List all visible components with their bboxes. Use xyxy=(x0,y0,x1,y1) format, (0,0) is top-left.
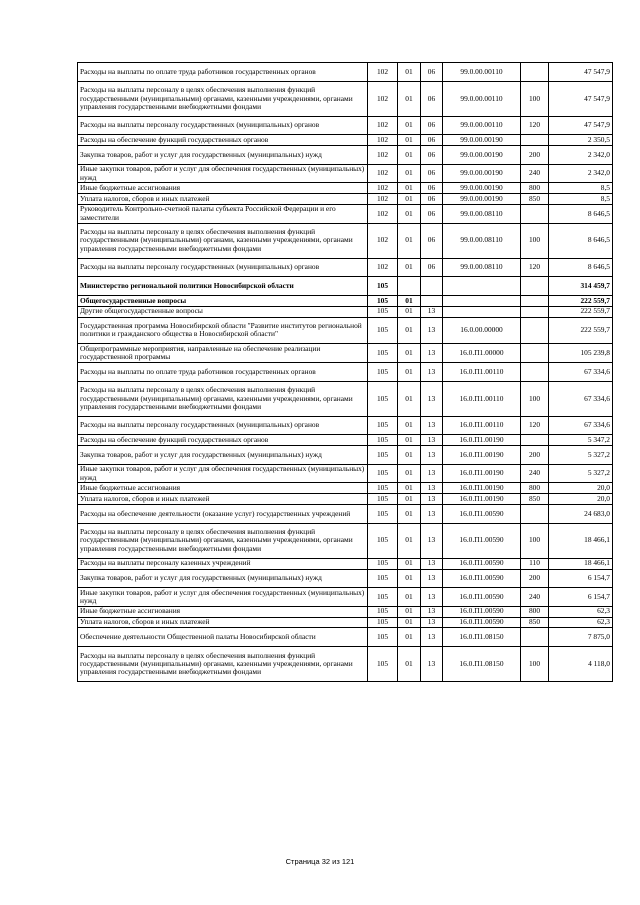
cell-amount: 5 347,2 xyxy=(549,435,613,446)
cell-department-code: 105 xyxy=(368,628,398,647)
cell-subsection: 13 xyxy=(421,464,443,483)
cell-subsection: 13 xyxy=(421,317,443,344)
cell-expense-name: Расходы на выплаты персоналу государственных (муниципальных) органов xyxy=(78,416,368,435)
cell-target-article xyxy=(443,277,521,296)
cell-expense-type: 110 xyxy=(521,558,549,569)
table-row xyxy=(78,504,613,523)
cell-subsection: 13 xyxy=(421,363,443,382)
cell-subsection: 13 xyxy=(421,435,443,446)
table-row xyxy=(78,494,613,505)
cell-expense-type xyxy=(521,277,549,296)
cell-amount: 4 118,0 xyxy=(549,646,613,681)
cell-section: 01 xyxy=(398,194,421,205)
cell-expense-name: Закупка товаров, работ и услуг для государственных (муниципальных) нужд xyxy=(78,446,368,465)
cell-target-article: 16.0.П1.00110 xyxy=(443,363,521,382)
cell-expense-name: Расходы на выплаты персоналу казенных учреждений xyxy=(78,558,368,569)
cell-expense-name: Государственная программа Новосибирской области "Развитие институтов региональной политики и гражданского общества в Новосибирской области" xyxy=(78,317,368,344)
cell-section: 01 xyxy=(398,295,421,306)
table-row xyxy=(78,446,613,465)
cell-section: 01 xyxy=(398,569,421,588)
cell-expense-name: Расходы на выплаты персоналу государственных (муниципальных) органов xyxy=(78,258,368,277)
cell-expense-type: 240 xyxy=(521,164,549,183)
cell-amount: 20,0 xyxy=(549,494,613,505)
cell-target-article: 16.0.П1.00190 xyxy=(443,446,521,465)
cell-amount: 222 559,7 xyxy=(549,317,613,344)
cell-amount: 47 547,9 xyxy=(549,116,613,135)
cell-section: 01 xyxy=(398,558,421,569)
cell-subsection: 13 xyxy=(421,646,443,681)
cell-expense-type: 800 xyxy=(521,483,549,494)
cell-target-article: 16.0.П1.00190 xyxy=(443,494,521,505)
cell-department-code: 105 xyxy=(368,317,398,344)
cell-subsection: 13 xyxy=(421,523,443,558)
cell-expense-name: Расходы на обеспечение функций государственных органов xyxy=(78,435,368,446)
table-row xyxy=(78,146,613,165)
cell-amount: 20,0 xyxy=(549,483,613,494)
cell-expense-name: Расходы на выплаты по оплате труда работников государственных органов xyxy=(78,363,368,382)
cell-amount: 2 350,5 xyxy=(549,135,613,146)
table-row xyxy=(78,277,613,296)
cell-expense-name: Расходы на выплаты персоналу в целях обеспечения выполнения функций государственными (муниципальными) органами, казенными учреждениями, органами управления государственными внебюджетными фондами xyxy=(78,646,368,681)
cell-expense-type xyxy=(521,317,549,344)
cell-target-article: 99.0.00.08110 xyxy=(443,204,521,223)
cell-target-article: 99.0.00.00190 xyxy=(443,146,521,165)
cell-target-article: 16.0.П1.08150 xyxy=(443,628,521,647)
cell-subsection: 13 xyxy=(421,504,443,523)
table-row xyxy=(78,523,613,558)
cell-expense-type: 850 xyxy=(521,194,549,205)
table-row xyxy=(78,646,613,681)
cell-expense-name: Уплата налогов, сборов и иных платежей xyxy=(78,617,368,628)
cell-expense-type: 100 xyxy=(521,646,549,681)
cell-section: 01 xyxy=(398,494,421,505)
table-row xyxy=(78,317,613,344)
cell-department-code: 102 xyxy=(368,194,398,205)
table-row xyxy=(78,381,613,416)
cell-target-article: 16.0.П1.00110 xyxy=(443,381,521,416)
cell-section: 01 xyxy=(398,464,421,483)
table-row xyxy=(78,63,613,82)
cell-subsection: 13 xyxy=(421,569,443,588)
cell-department-code: 105 xyxy=(368,646,398,681)
cell-amount: 2 342,0 xyxy=(549,164,613,183)
cell-expense-name: Другие общегосударственные вопросы xyxy=(78,306,368,317)
cell-department-code: 105 xyxy=(368,416,398,435)
cell-expense-type xyxy=(521,306,549,317)
cell-amount: 62,3 xyxy=(549,606,613,617)
table-row xyxy=(78,344,613,363)
cell-target-article: 16.0.00.00000 xyxy=(443,317,521,344)
cell-expense-name: Иные бюджетные ассигнования xyxy=(78,183,368,194)
cell-expense-name: Министерство региональной политики Новосибирской области xyxy=(78,277,368,296)
table-row xyxy=(78,569,613,588)
cell-target-article: 16.0.П1.00590 xyxy=(443,558,521,569)
table-row xyxy=(78,258,613,277)
cell-subsection: 13 xyxy=(421,381,443,416)
page-footer: Страница 32 из 121 xyxy=(285,857,355,866)
cell-amount: 24 683,0 xyxy=(549,504,613,523)
table-row xyxy=(78,81,613,116)
cell-expense-type xyxy=(521,135,549,146)
cell-expense-type xyxy=(521,344,549,363)
cell-expense-type: 800 xyxy=(521,606,549,617)
cell-amount: 5 327,2 xyxy=(549,464,613,483)
cell-section: 01 xyxy=(398,317,421,344)
cell-expense-name: Расходы на выплаты персоналу в целях обеспечения выполнения функций государственными (муниципальными) органами, казенными учреждениями, органами управления государственными внебюджетными фондами xyxy=(78,223,368,258)
cell-amount: 18 466,1 xyxy=(549,558,613,569)
cell-expense-name: Иные закупки товаров, работ и услуг для обеспечения государственных (муниципальных) нужд xyxy=(78,588,368,607)
cell-expense-name: Общегосударственные вопросы xyxy=(78,295,368,306)
table-row xyxy=(78,116,613,135)
cell-expense-type: 100 xyxy=(521,223,549,258)
cell-target-article: 16.0.П1.00000 xyxy=(443,344,521,363)
table-row xyxy=(78,363,613,382)
cell-target-article xyxy=(443,295,521,306)
cell-amount: 8 646,5 xyxy=(549,258,613,277)
cell-target-article: 99.0.00.08110 xyxy=(443,223,521,258)
cell-section: 01 xyxy=(398,183,421,194)
cell-section: 01 xyxy=(398,223,421,258)
cell-section: 01 xyxy=(398,606,421,617)
table-row xyxy=(78,435,613,446)
cell-subsection: 13 xyxy=(421,558,443,569)
cell-target-article: 16.0.П1.08150 xyxy=(443,646,521,681)
cell-section: 01 xyxy=(398,164,421,183)
cell-department-code: 105 xyxy=(368,606,398,617)
cell-expense-type: 200 xyxy=(521,446,549,465)
cell-section: 01 xyxy=(398,204,421,223)
cell-department-code: 105 xyxy=(368,306,398,317)
cell-expense-type xyxy=(521,504,549,523)
cell-department-code: 102 xyxy=(368,164,398,183)
cell-department-code: 105 xyxy=(368,523,398,558)
cell-expense-name: Расходы на обеспечение деятельности (оказание услуг) государственных учреждений xyxy=(78,504,368,523)
cell-section: 01 xyxy=(398,588,421,607)
cell-expense-type xyxy=(521,628,549,647)
cell-subsection: 06 xyxy=(421,258,443,277)
cell-section: 01 xyxy=(398,483,421,494)
cell-section: 01 xyxy=(398,416,421,435)
cell-expense-type: 850 xyxy=(521,494,549,505)
table-row xyxy=(78,295,613,306)
cell-target-article: 16.0.П1.00590 xyxy=(443,617,521,628)
cell-expense-type: 100 xyxy=(521,523,549,558)
cell-department-code: 102 xyxy=(368,258,398,277)
cell-section: 01 xyxy=(398,306,421,317)
cell-department-code: 105 xyxy=(368,464,398,483)
table-row xyxy=(78,416,613,435)
table-row xyxy=(78,588,613,607)
cell-department-code: 105 xyxy=(368,569,398,588)
cell-target-article: 99.0.00.00110 xyxy=(443,63,521,82)
cell-section: 01 xyxy=(398,344,421,363)
cell-department-code: 105 xyxy=(368,277,398,296)
cell-subsection: 13 xyxy=(421,483,443,494)
cell-amount: 222 559,7 xyxy=(549,306,613,317)
cell-expense-type: 120 xyxy=(521,258,549,277)
cell-subsection: 13 xyxy=(421,617,443,628)
cell-expense-name: Руководитель Контрольно-счетной палаты субъекта Российской Федерации и его заместители xyxy=(78,204,368,223)
cell-amount: 222 559,7 xyxy=(549,295,613,306)
cell-expense-name: Расходы на выплаты персоналу государственных (муниципальных) органов xyxy=(78,116,368,135)
cell-section: 01 xyxy=(398,646,421,681)
cell-expense-type: 850 xyxy=(521,617,549,628)
cell-expense-name: Расходы на выплаты персоналу в целях обеспечения выполнения функций государственными (муниципальными) органами, казенными учреждениями, органами управления государственными внебюджетными фондами xyxy=(78,81,368,116)
cell-expense-type: 240 xyxy=(521,464,549,483)
table-row xyxy=(78,628,613,647)
cell-department-code: 102 xyxy=(368,135,398,146)
cell-expense-type xyxy=(521,63,549,82)
cell-expense-type: 240 xyxy=(521,588,549,607)
cell-amount: 62,3 xyxy=(549,617,613,628)
cell-section: 01 xyxy=(398,135,421,146)
cell-subsection: 13 xyxy=(421,494,443,505)
cell-expense-type: 200 xyxy=(521,146,549,165)
cell-subsection: 06 xyxy=(421,194,443,205)
cell-expense-type: 120 xyxy=(521,416,549,435)
cell-department-code: 105 xyxy=(368,363,398,382)
cell-expense-name: Иные бюджетные ассигнования xyxy=(78,483,368,494)
cell-amount: 18 466,1 xyxy=(549,523,613,558)
cell-target-article: 99.0.00.08110 xyxy=(443,258,521,277)
cell-target-article: 99.0.00.00190 xyxy=(443,183,521,194)
cell-target-article: 99.0.00.00110 xyxy=(443,81,521,116)
cell-section: 01 xyxy=(398,628,421,647)
cell-target-article: 16.0.П1.00590 xyxy=(443,523,521,558)
cell-expense-name: Иные закупки товаров, работ и услуг для обеспечения государственных (муниципальных) нужд xyxy=(78,164,368,183)
cell-subsection: 06 xyxy=(421,116,443,135)
cell-expense-name: Расходы на выплаты персоналу в целях обеспечения выполнения функций государственными (муниципальными) органами, казенными учреждениями, органами управления государственными внебюджетными фондами xyxy=(78,381,368,416)
cell-subsection: 13 xyxy=(421,628,443,647)
cell-amount: 314 459,7 xyxy=(549,277,613,296)
cell-department-code: 105 xyxy=(368,381,398,416)
cell-amount: 8,5 xyxy=(549,194,613,205)
cell-amount: 47 547,9 xyxy=(549,81,613,116)
cell-section: 01 xyxy=(398,363,421,382)
cell-subsection: 06 xyxy=(421,146,443,165)
cell-subsection: 13 xyxy=(421,588,443,607)
cell-amount: 67 334,6 xyxy=(549,363,613,382)
cell-subsection: 06 xyxy=(421,164,443,183)
table-row xyxy=(78,204,613,223)
cell-subsection: 06 xyxy=(421,81,443,116)
budget-table-body xyxy=(78,63,613,682)
cell-expense-name: Расходы на обеспечение функций государственных органов xyxy=(78,135,368,146)
cell-subsection xyxy=(421,277,443,296)
cell-section xyxy=(398,277,421,296)
cell-amount: 47 547,9 xyxy=(549,63,613,82)
cell-department-code: 105 xyxy=(368,558,398,569)
cell-amount: 8 646,5 xyxy=(549,204,613,223)
cell-expense-type: 100 xyxy=(521,81,549,116)
cell-target-article: 16.0.П1.00590 xyxy=(443,606,521,617)
cell-department-code: 102 xyxy=(368,146,398,165)
table-row xyxy=(78,617,613,628)
table-row xyxy=(78,194,613,205)
cell-department-code: 102 xyxy=(368,81,398,116)
cell-section: 01 xyxy=(398,617,421,628)
cell-department-code: 105 xyxy=(368,617,398,628)
cell-expense-type: 800 xyxy=(521,183,549,194)
cell-subsection: 13 xyxy=(421,306,443,317)
cell-expense-type xyxy=(521,435,549,446)
cell-target-article xyxy=(443,306,521,317)
cell-amount: 7 875,0 xyxy=(549,628,613,647)
cell-amount: 6 154,7 xyxy=(549,588,613,607)
cell-section: 01 xyxy=(398,81,421,116)
cell-target-article: 99.0.00.00190 xyxy=(443,135,521,146)
cell-expense-name: Расходы на выплаты персоналу в целях обеспечения выполнения функций государственными (муниципальными) органами, казенными учреждениями, органами управления государственными внебюджетными фондами xyxy=(78,523,368,558)
cell-section: 01 xyxy=(398,116,421,135)
cell-department-code: 105 xyxy=(368,295,398,306)
cell-department-code: 105 xyxy=(368,494,398,505)
cell-expense-type: 200 xyxy=(521,569,549,588)
cell-expense-name: Обеспечение деятельности Общественной палаты Новосибирской области xyxy=(78,628,368,647)
table-row xyxy=(78,606,613,617)
cell-target-article: 99.0.00.00190 xyxy=(443,194,521,205)
cell-section: 01 xyxy=(398,381,421,416)
cell-subsection: 13 xyxy=(421,446,443,465)
table-row xyxy=(78,464,613,483)
cell-section: 01 xyxy=(398,446,421,465)
cell-target-article: 16.0.П1.00590 xyxy=(443,588,521,607)
cell-expense-name: Закупка товаров, работ и услуг для государственных (муниципальных) нужд xyxy=(78,146,368,165)
table-row xyxy=(78,483,613,494)
cell-subsection: 06 xyxy=(421,63,443,82)
cell-subsection: 06 xyxy=(421,135,443,146)
cell-expense-name: Общепрограммные мероприятия, направленные на обеспечение реализации государственной программы xyxy=(78,344,368,363)
table-row xyxy=(78,164,613,183)
cell-department-code: 105 xyxy=(368,504,398,523)
table-row xyxy=(78,558,613,569)
table-row xyxy=(78,135,613,146)
cell-amount: 8,5 xyxy=(549,183,613,194)
table-row xyxy=(78,223,613,258)
cell-department-code: 102 xyxy=(368,223,398,258)
cell-target-article: 16.0.П1.00110 xyxy=(443,416,521,435)
cell-amount: 5 327,2 xyxy=(549,446,613,465)
cell-expense-name: Иные бюджетные ассигнования xyxy=(78,606,368,617)
cell-section: 01 xyxy=(398,146,421,165)
cell-amount: 2 342,0 xyxy=(549,146,613,165)
table-row xyxy=(78,183,613,194)
cell-department-code: 102 xyxy=(368,183,398,194)
cell-expense-name: Иные закупки товаров, работ и услуг для обеспечения государственных (муниципальных) нужд xyxy=(78,464,368,483)
cell-target-article: 16.0.П1.00590 xyxy=(443,569,521,588)
cell-amount: 8 646,5 xyxy=(549,223,613,258)
cell-amount: 6 154,7 xyxy=(549,569,613,588)
cell-department-code: 105 xyxy=(368,446,398,465)
cell-target-article: 99.0.00.00110 xyxy=(443,116,521,135)
cell-target-article: 99.0.00.00190 xyxy=(443,164,521,183)
cell-subsection: 06 xyxy=(421,223,443,258)
cell-subsection: 13 xyxy=(421,606,443,617)
cell-amount: 67 334,6 xyxy=(549,381,613,416)
cell-department-code: 105 xyxy=(368,344,398,363)
cell-expense-type: 100 xyxy=(521,381,549,416)
cell-target-article: 16.0.П1.00190 xyxy=(443,435,521,446)
budget-table xyxy=(77,62,613,682)
cell-department-code: 102 xyxy=(368,63,398,82)
cell-section: 01 xyxy=(398,63,421,82)
cell-department-code: 105 xyxy=(368,435,398,446)
cell-department-code: 102 xyxy=(368,116,398,135)
cell-expense-type: 120 xyxy=(521,116,549,135)
cell-target-article: 16.0.П1.00190 xyxy=(443,464,521,483)
cell-subsection: 13 xyxy=(421,416,443,435)
cell-department-code: 102 xyxy=(368,204,398,223)
cell-amount: 105 239,8 xyxy=(549,344,613,363)
cell-expense-type xyxy=(521,363,549,382)
cell-subsection: 06 xyxy=(421,183,443,194)
cell-section: 01 xyxy=(398,523,421,558)
cell-expense-name: Уплата налогов, сборов и иных платежей xyxy=(78,494,368,505)
table-row xyxy=(78,306,613,317)
cell-subsection: 13 xyxy=(421,344,443,363)
cell-expense-name: Уплата налогов, сборов и иных платежей xyxy=(78,194,368,205)
cell-section: 01 xyxy=(398,504,421,523)
cell-expense-name: Расходы на выплаты по оплате труда работников государственных органов xyxy=(78,63,368,82)
cell-department-code: 105 xyxy=(368,588,398,607)
cell-section: 01 xyxy=(398,435,421,446)
cell-expense-type xyxy=(521,295,549,306)
cell-subsection: 06 xyxy=(421,204,443,223)
cell-target-article: 16.0.П1.00590 xyxy=(443,504,521,523)
cell-section: 01 xyxy=(398,258,421,277)
cell-subsection xyxy=(421,295,443,306)
cell-expense-name: Закупка товаров, работ и услуг для государственных (муниципальных) нужд xyxy=(78,569,368,588)
cell-expense-type xyxy=(521,204,549,223)
cell-department-code: 105 xyxy=(368,483,398,494)
cell-amount: 67 334,6 xyxy=(549,416,613,435)
cell-target-article: 16.0.П1.00190 xyxy=(443,483,521,494)
